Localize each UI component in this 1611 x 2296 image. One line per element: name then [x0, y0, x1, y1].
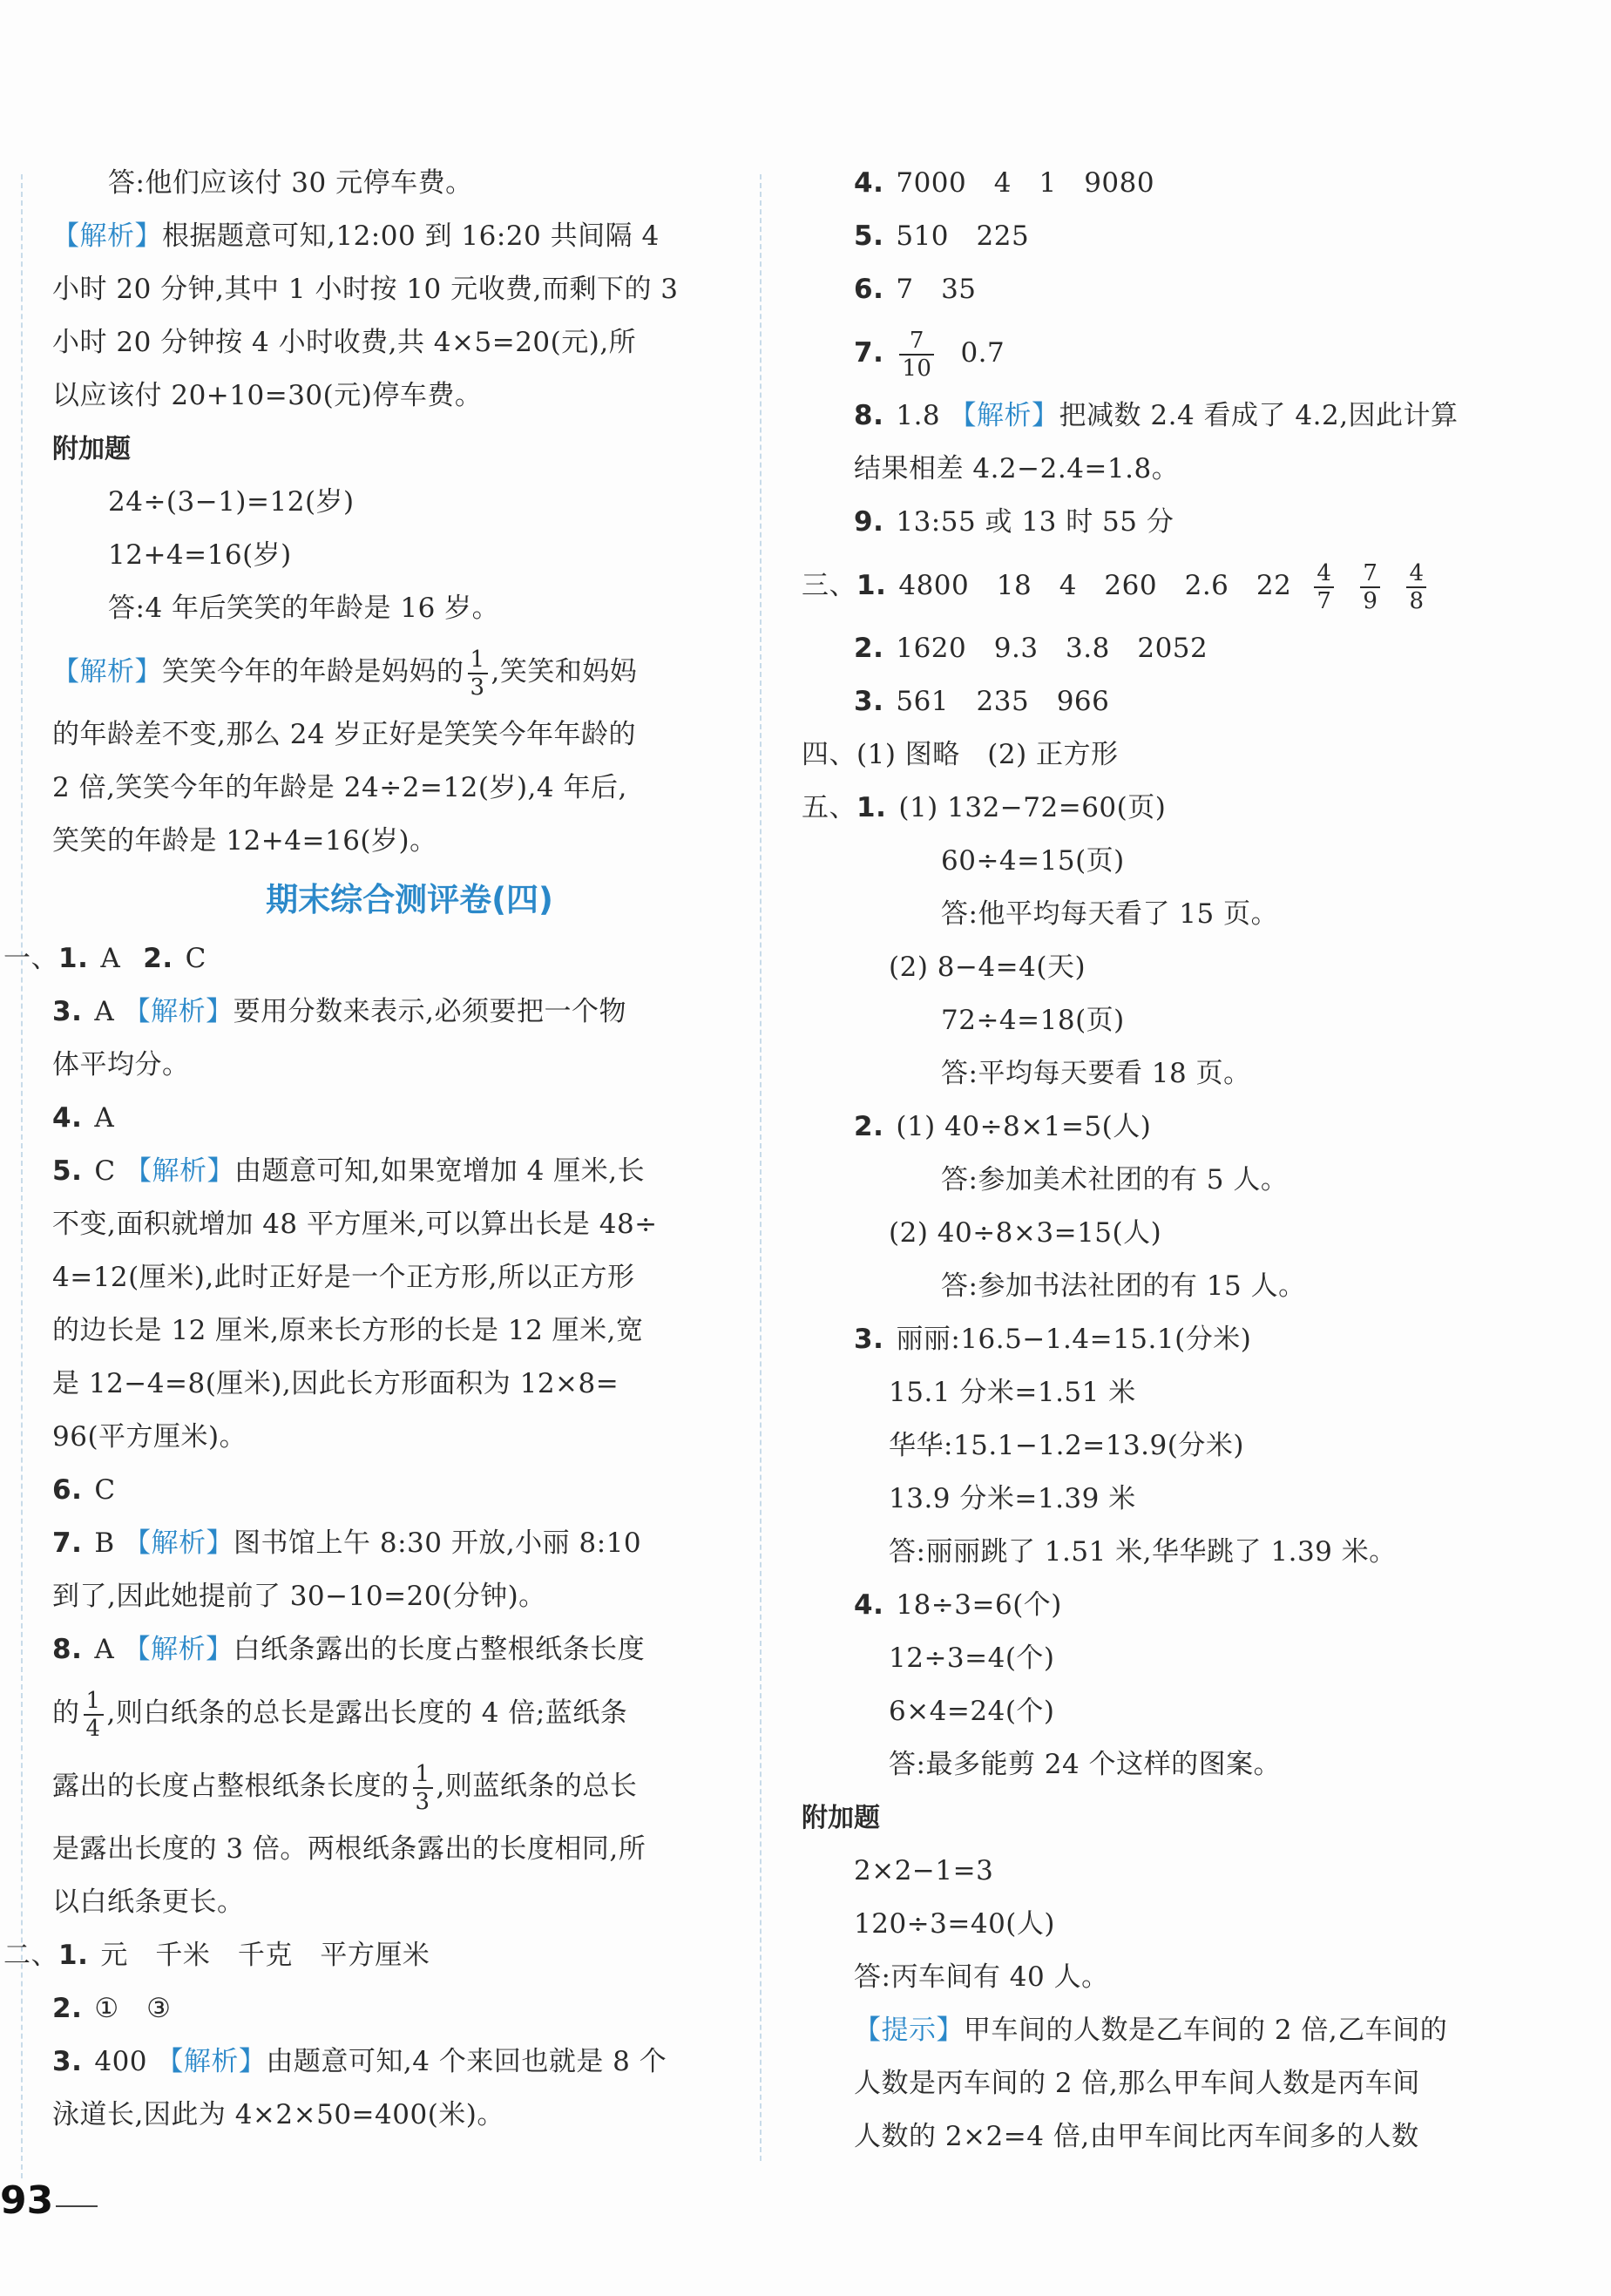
answer-line: 答:4 年后笑笑的年龄是 16 岁。 [108, 593, 500, 624]
analysis-line: 【解析】笑笑今年的年龄是妈妈的 $\frac{1}{3}$ ,笑笑和妈妈 [52, 646, 638, 701]
question-line: 7. B 【解析】图书馆上午 8:30 开放,小丽 8:10 [52, 1527, 642, 1559]
question-line: 4. 7000 4 1 9080 [854, 167, 1155, 199]
page-number-rule [56, 2205, 98, 2207]
calc-line: 72÷4=18(页) [941, 1005, 1125, 1036]
analysis-line: 【解析】根据题意可知,12:00 到 16:20 共间隔 4 [52, 220, 660, 252]
fraction-seven-ninths: $\frac{7}{9}$ [1360, 560, 1380, 614]
text-line: 小时 20 分钟按 4 小时收费,共 4×5=20(元),所 [52, 327, 637, 358]
text-line: 4=12(厘米),此时正好是一个正方形,所以正方形 [52, 1262, 635, 1293]
text-line: 以白纸条更长。 [52, 1886, 245, 1918]
text-line: 是露出长度的 3 倍。两根纸条露出的长度相同,所 [52, 1833, 646, 1865]
text-line: 的边长是 12 厘米,原来长方形的长是 12 厘米,宽 [52, 1315, 644, 1346]
answer-line: 答:他平均每天看了 15 页。 [941, 898, 1279, 930]
bonus-heading: 附加题 [52, 434, 131, 464]
calc-line: 24÷(3−1)=12(岁) [108, 486, 355, 518]
question-line: 3. A 【解析】要用分数来表示,必须要把一个物 [52, 996, 626, 1027]
question-line: 2. ① ③ [52, 1993, 172, 2024]
text-line: 96(平方厘米)。 [52, 1421, 247, 1453]
question-line: 一、1. A 2. C [3, 943, 206, 974]
calc-line: 15.1 分米=1.51 米 [889, 1377, 1136, 1408]
answer-line: 答:参加书法社团的有 15 人。 [941, 1270, 1306, 1302]
text-line: 以应该付 20+10=30(元)停车费。 [52, 380, 483, 411]
fraction-one-quarter: $\frac{1}{4}$ [84, 1688, 104, 1742]
calc-line: 120÷3=40(人) [854, 1908, 1055, 1940]
fraction-four-eighths: $\frac{4}{8}$ [1406, 560, 1426, 614]
question-line: 3. 561 235 966 [854, 686, 1110, 717]
calc-line: 华华:15.1−1.2=13.9(分米) [889, 1430, 1244, 1461]
answer-line: 答:丙车间有 40 人。 [854, 1961, 1109, 1993]
question-line: 9. 13:55 或 13 时 55 分 [854, 506, 1174, 538]
text-line: 2 倍,笑笑今年的年龄是 24÷2=12(岁),4 年后, [52, 772, 627, 803]
text-line: 不变,面积就增加 48 平方厘米,可以算出长是 48÷ [52, 1209, 658, 1240]
text-line: 的 $\frac{1}{4}$ ,则白纸条的总长是露出长度的 4 倍;蓝纸条 [52, 1687, 628, 1742]
question-line: 6. 7 35 [854, 274, 977, 305]
text-line: 到了,因此她提前了 30−10=20(分钟)。 [52, 1581, 546, 1612]
answer-line: 答:丽丽跳了 1.51 米,华华跳了 1.39 米。 [889, 1536, 1397, 1568]
calc-line: 12÷3=4(个) [889, 1642, 1055, 1674]
calc-line: 12+4=16(岁) [108, 539, 292, 571]
calc-line: (2) 8−4=4(天) [889, 952, 1086, 983]
text-line: 露出的长度占整根纸条长度的 $\frac{1}{3}$ ,则蓝纸条的总长 [52, 1760, 638, 1815]
text-line: 是 12−4=8(厘米),因此长方形面积为 12×8= [52, 1368, 619, 1399]
text-line: 的年龄差不变,那么 24 岁正好是笑笑今年年龄的 [52, 719, 637, 750]
hint-tag: 【提示】 [854, 2015, 964, 2046]
calc-line: 6×4=24(个) [889, 1696, 1055, 1727]
calc-line: 60÷4=15(页) [941, 845, 1125, 877]
question-line: 三、1. 4800 18 4 260 2.6 22 $\frac{4}{7}$ $\frac{7}{9}$ $\frac{4}{8}$ [802, 549, 1499, 622]
text-line: 笑笑的年龄是 12+4=16(岁)。 [52, 825, 437, 857]
fraction-four-sevenths: $\frac{4}{7}$ [1314, 560, 1334, 614]
question-line: 5. 510 225 [854, 220, 1030, 252]
question-line: 8. A 【解析】白纸条露出的长度占整根纸条长度 [52, 1634, 646, 1665]
question-line: 6. C [52, 1474, 116, 1506]
question-line: 2. (1) 40÷8×1=5(人) [854, 1111, 1152, 1142]
question-line: 5. C 【解析】由题意可知,如果宽增加 4 厘米,长 [52, 1155, 646, 1187]
analysis-tag: 【解析】 [52, 220, 162, 252]
text-line: 小时 20 分钟,其中 1 小时按 10 元收费,而剩下的 3 [52, 274, 679, 305]
text-line: 体平均分。 [52, 1049, 190, 1080]
left-margin-rule [21, 174, 23, 2178]
text-line: 结果相差 4.2−2.4=1.8。 [854, 453, 1180, 484]
fraction-seven-tenths: $\frac{7}{10}$ [899, 328, 934, 382]
question-line: 4. 18÷3=6(个) [854, 1589, 1062, 1621]
question-line: 二、1. 元 千米 千克 平方厘米 [3, 1940, 430, 1971]
column-divider [760, 174, 762, 2161]
right-column [802, 157, 1499, 2164]
question-line: 四、(1) 图略 (2) 正方形 [802, 739, 1119, 770]
left-column [3, 157, 741, 2142]
question-line: 4. A [52, 1102, 115, 1134]
text-line: 人数的 2×2=4 倍,由甲车间比丙车间多的人数 [854, 2121, 1419, 2152]
fraction-one-third: $\frac{1}{3}$ [468, 647, 488, 701]
question-line: 3. 丽丽:16.5−1.4=15.1(分米) [854, 1324, 1252, 1355]
page-number: 93 [0, 2178, 54, 2223]
question-line: 7. $\frac{7}{10}$ 0.7 [854, 327, 1005, 382]
question-line: 五、1. (1) 132−72=60(页) [802, 792, 1167, 823]
hint-line: 【提示】甲车间的人数是乙车间的 2 倍,乙车间的 [854, 2015, 1448, 2046]
fraction-one-third: $\frac{1}{3}$ [413, 1761, 433, 1815]
answer-line: 答:平均每天要看 18 页。 [941, 1058, 1251, 1089]
question-line: 2. 1620 9.3 3.8 2052 [854, 633, 1208, 664]
question-line: 8. 1.8 【解析】把减数 2.4 看成了 4.2,因此计算 [854, 400, 1459, 431]
calc-line: 13.9 分米=1.39 米 [889, 1483, 1136, 1514]
answer-line: 答:参加美术社团的有 5 人。 [941, 1164, 1289, 1195]
text-line: 人数是丙车间的 2 倍,那么甲车间人数是丙车间 [854, 2068, 1420, 2099]
text-line: 泳道长,因此为 4×2×50=400(米)。 [52, 2099, 504, 2130]
bonus-heading: 附加题 [802, 1803, 880, 1833]
section-title: 期末综合测评卷(四) [266, 881, 553, 918]
answer-line: 答:他们应该付 30 元停车费。 [108, 167, 473, 199]
calc-line: 2×2−1=3 [854, 1855, 994, 1886]
calc-line: (2) 40÷8×3=15(人) [889, 1217, 1162, 1249]
answer-line: 答:最多能剪 24 个这样的图案。 [889, 1749, 1282, 1780]
analysis-tag: 【解析】 [52, 656, 162, 687]
question-line: 3. 400 【解析】由题意可知,4 个来回也就是 8 个 [52, 2046, 667, 2077]
